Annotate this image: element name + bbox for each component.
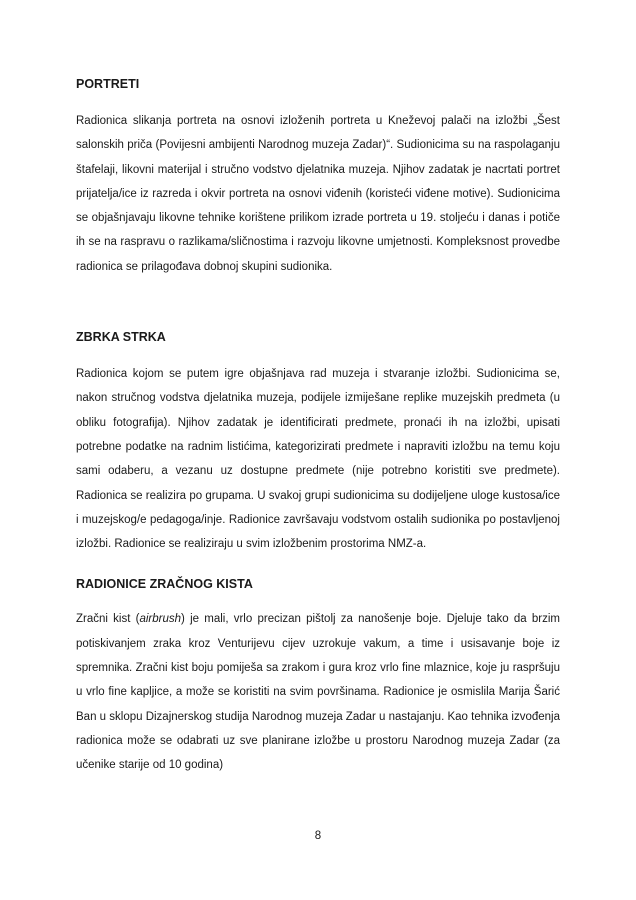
section-heading-zracni-kist: RADIONICE ZRAČNOG KISTA xyxy=(76,577,253,592)
page-number: 8 xyxy=(314,830,322,842)
text-segment: Zračni kist ( xyxy=(76,613,140,626)
section-text-zbrka-strka: Radionica kojom se putem igre objašnjava rad muzeja i stvaranje izložbi. Sudionicima se, nakon stručnog vodstva djelatnika muzeja, podijele izmiješane replike muzejskih predmeta (u obliku fotografija). Njihov zadatak je identificirati predmete, pronaći ih na izložbi, upisati potrebne podatke na radnim listićima, kategorizirati predmete i napraviti izložbu na temu koju sami odaberu, a vezanu uz dostupne predmete (nije potrebno koristiti sve predmete). Radionica se realizira po grupama. U svakoj grupi sudionicima su dodijeljene uloge kustosa/ice i muzejskog/e pedagoga/inje. Radionice završavaju vodstvom ostalih sudionika po postavljenoj izložbi. Radionice se realiziraju u svim izložbenim prostorima NMZ-a. xyxy=(76,368,560,551)
section-heading-portreti: PORTRETI xyxy=(76,77,140,91)
italic-term: airbrush xyxy=(139,613,182,626)
page-content xyxy=(76,70,560,778)
section-heading-zbrka-strka: ZBRKA STRKA xyxy=(76,330,166,345)
text-segment: ) je mali, vrlo precizan pištolj za nanošenje boje. Djeluje tako da brzim potiskivanjem zraka kroz Venturijevu cijev uzrokuje vakum, a time i usisavanje boje iz spremnika. Zračni kist boju pomiješa sa zrakom i gura kroz vrlo fine mlaznice, koje ju raspršuju u vrlo fine kapljice, a može se koristiti na svim površinama. Radionice je osmislila Marija Šarić Ban u sklopu Dizajnerskog studija Narodnog muzeja Zadar u nastajanju. Kao tehnika izvođenja radionica može se odabrati uz sve planirane izložbe u prostoru Narodnog muzeja Zadar (za učenike starije od 10 godina) xyxy=(76,613,560,772)
section-text-portreti: Radionica slikanja portreta na osnovi izloženih portreta u Kneževoj palači na izložbi „Šest salonskih priča (Povijesni ambijenti Narodnog muzeja Zadar)“. Sudionicima su na raspolaganju štafelaji, likovni materijal i stručno vodstvo djelatnika muzeja. Njihov zadatak je nacrtati portret prijatelja/ice iz razreda i okvir portreta na osnovi viđenih (koristeći viđene motive). Sudionicima se objašnjavaju likovne tehnike korištene prilikom izrade portreta u 19. stoljeću i danas i potiče ih se na raspravu o razlikama/sličnostima i razvoju likovne umjetnosti. Kompleksnost provedbe radionica se prilagođava dobnoj skupini sudionika. xyxy=(76,115,560,273)
section-text-zracni-kist xyxy=(76,607,560,777)
